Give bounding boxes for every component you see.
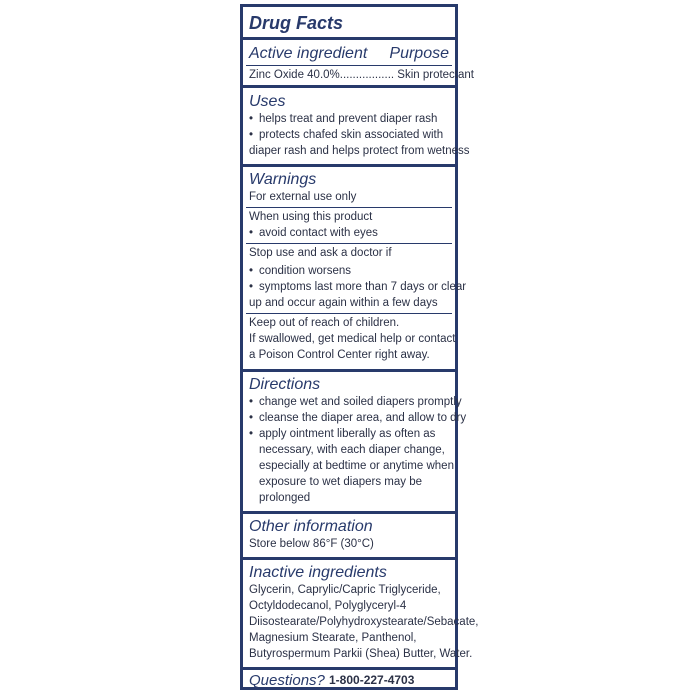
- uses-item-cont: diaper rash and helps protect from wetness: [249, 145, 470, 157]
- directions-heading: Directions: [249, 376, 321, 393]
- stop-use-heading: Stop use and ask a doctor if: [249, 247, 392, 259]
- inactive-line: Diisostearate/Polyhydroxystearate/Sebacate,: [249, 616, 479, 628]
- active-ingredient-line: Zinc Oxide 40.0%................. Skin protectant: [249, 69, 474, 81]
- directions-item-cont: necessary, with each diaper change,: [259, 444, 445, 456]
- directions-rule: [243, 369, 455, 372]
- active-rule: [246, 65, 452, 66]
- directions-item: • change wet and soiled diapers promptly: [249, 396, 462, 408]
- inactive-line: Butyrospermum Parkii (Shea) Butter, Water.: [249, 648, 473, 660]
- stop-use-item: • condition worsens: [249, 265, 352, 277]
- questions-heading: Questions?: [249, 672, 325, 689]
- keep-out-line: a Poison Control Center right away.: [249, 349, 430, 361]
- inactive-line: Glycerin, Caprylic/Capric Triglyceride,: [249, 584, 441, 596]
- directions-item: • apply ointment liberally as often as: [249, 428, 436, 440]
- inactive-line: Octyldodecanol, Polyglyceryl-4: [249, 600, 407, 612]
- inactive-heading: Inactive ingredients: [249, 564, 387, 581]
- other-info-heading: Other information: [249, 518, 373, 535]
- directions-item-cont: exposure to wet diapers may be: [259, 476, 423, 488]
- drug-facts-title: Drug Facts: [249, 13, 344, 33]
- directions-item: • cleanse the diaper area, and allow to dry: [249, 412, 467, 424]
- drug-facts-panel: [240, 4, 479, 690]
- other-info-text: Store below 86°F (30°C): [249, 538, 374, 550]
- warnings-subrule: [246, 243, 452, 244]
- stop-use-item-cont: up and occur again within a few days: [249, 297, 438, 309]
- warnings-rule: [243, 164, 455, 167]
- title-rule: [243, 37, 455, 40]
- inactive-rule: [243, 557, 455, 560]
- stop-use-item: • symptoms last more than 7 days or clear: [249, 281, 467, 293]
- uses-rule: [243, 85, 455, 88]
- warnings-subrule: [246, 313, 452, 314]
- other-rule: [243, 511, 455, 514]
- warnings-subrule: [246, 207, 452, 208]
- uses-heading: Uses: [249, 93, 286, 110]
- purpose-heading: Purpose: [389, 45, 449, 62]
- active-ingredient-heading: Active ingredient: [249, 45, 368, 62]
- keep-out-heading: Keep out of reach of children.: [249, 317, 400, 329]
- directions-item-cont: prolonged: [259, 492, 311, 504]
- questions-rule: [243, 667, 455, 670]
- keep-out-line: If swallowed, get medical help or contact: [249, 333, 456, 345]
- when-using-item: • avoid contact with eyes: [249, 227, 378, 239]
- questions-phone: 1-800-227-4703: [329, 673, 415, 687]
- external-use-text: For external use only: [249, 191, 357, 203]
- inactive-line: Magnesium Stearate, Panthenol,: [249, 632, 417, 644]
- uses-item: • protects chafed skin associated with: [249, 129, 444, 141]
- when-using-heading: When using this product: [249, 211, 373, 223]
- uses-item: • helps treat and prevent diaper rash: [249, 113, 438, 125]
- directions-item-cont: especially at bedtime or anytime when: [259, 460, 454, 472]
- warnings-heading: Warnings: [249, 171, 317, 188]
